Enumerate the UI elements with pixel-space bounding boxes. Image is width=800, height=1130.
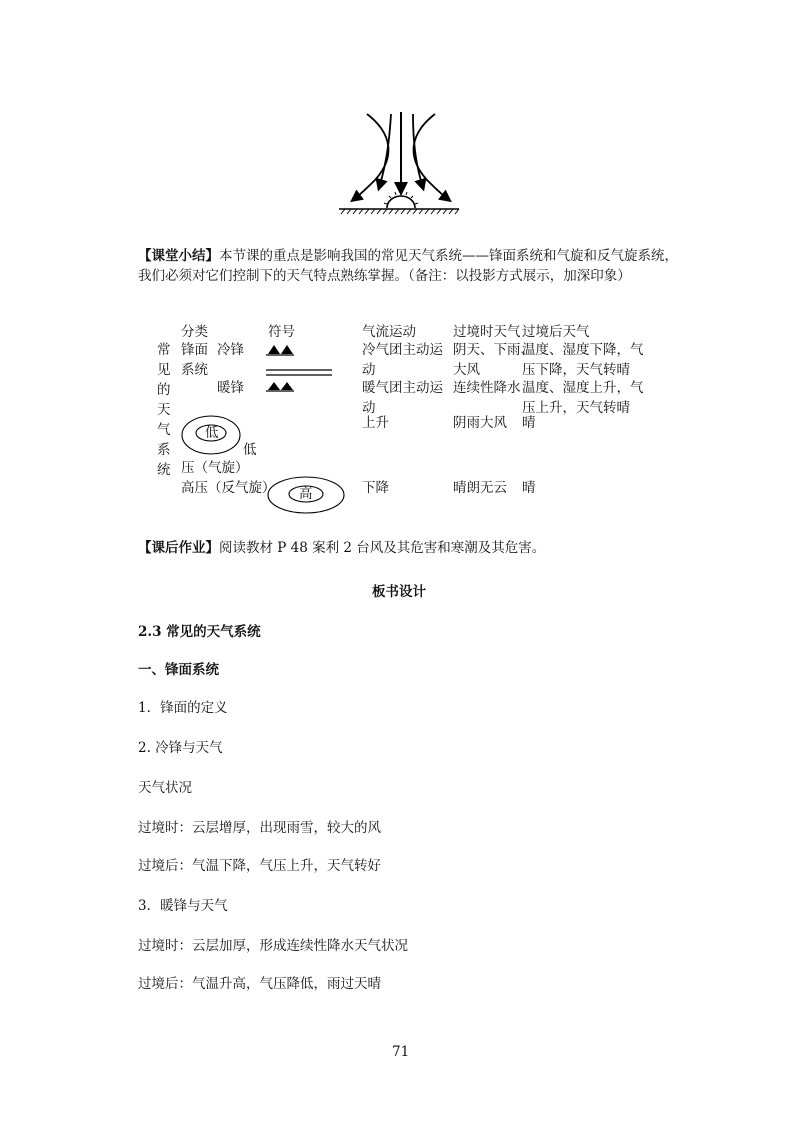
summary-text: 本节课的重点是影响我国的常见天气系统——锋面系统和气旋和反气旋系统，我们必须对它们控制下的天气特点熟练掌握。（备注：以投影方式展示，加深印象） (138, 248, 678, 284)
warm-front-during: 连续性降水 (453, 380, 521, 396)
board-item-warm-front-weather: 3．暖锋与天气 (138, 898, 228, 914)
board-item-cold-after: 过境后：气温下降，气压上升，天气转好 (138, 858, 381, 874)
cold-front-during-2: 大风 (453, 362, 480, 378)
cold-front-motion-1: 冷气团主动运 (362, 342, 443, 358)
warm-front-after-2: 压上升，天气转晴 (522, 400, 630, 416)
board-item-cold-during: 过境时：云层增厚，出现雨雪，较大的风 (138, 820, 381, 836)
warm-front-name: 暖锋 (217, 380, 244, 396)
high-pressure-symbol-text: 高 (299, 486, 313, 502)
low-pressure-symbol-text: 低 (205, 425, 219, 441)
low-pressure-label-1: 低 (243, 442, 257, 458)
front-system-label-1: 锋面 (181, 342, 208, 358)
sun-dome (387, 196, 415, 208)
warm-front-motion-1: 暖气团主动运 (362, 380, 443, 396)
table-header-after: 过境后天气 (522, 324, 590, 340)
low-pressure-label-2: 压（气旋） (181, 460, 249, 476)
high-pressure-motion: 下降 (362, 480, 389, 496)
low-pressure-during: 阴雨大风 (453, 415, 507, 431)
high-pressure-after: 晴 (522, 480, 536, 496)
homework-paragraph (138, 538, 678, 558)
cold-front-during-1: 阴天、下雨、 (453, 342, 534, 358)
low-pressure-after: 晴 (522, 415, 536, 431)
warm-front-motion-2: 动 (362, 400, 376, 416)
board-subheading-front-system: 一、锋面系统 (138, 662, 219, 678)
high-pressure-label: 高压（反气旋） (181, 480, 276, 496)
airflow-diagram (335, 108, 465, 223)
board-item-warm-during: 过境时：云层加厚，形成连续性降水天气状况 (138, 938, 408, 954)
cold-front-after-2: 压下降，天气转晴 (522, 362, 630, 378)
table-header-during: 过境时天气 (453, 324, 521, 340)
table-header-motion: 气流运动 (362, 324, 416, 340)
board-section-heading: 2.3 常见的天气系统 (138, 624, 261, 640)
summary-paragraph (138, 246, 678, 286)
airflow-arrow-left-outer (353, 114, 388, 200)
front-system-label-2: 系统 (181, 362, 208, 378)
cold-front-after-1: 温度、湿度下降，气 (522, 342, 644, 358)
airflow-arrow-right-inner (413, 114, 423, 188)
homework-text: 阅读教材 P 48 案利 2 台风及其危害和寒潮及其危害。 (219, 540, 546, 556)
warm-front-symbol (266, 379, 334, 395)
table-row-label-vertical: 常 见 的 天 气 系 统 (157, 342, 171, 478)
front-double-line-symbol (266, 368, 334, 378)
summary-label: 【课堂小结】 (138, 248, 219, 264)
airflow-arrow-right-outer (414, 114, 449, 200)
table-header-category: 分类 (181, 324, 208, 340)
high-pressure-during: 晴朗无云 (453, 480, 507, 496)
homework-label: 【课后作业】 (138, 540, 219, 556)
page-number: 71 (392, 1044, 410, 1060)
board-item-warm-after: 过境后：气温升高，气压降低，雨过天晴 (138, 976, 381, 992)
table-header-symbol: 符号 (268, 324, 295, 340)
low-pressure-motion: 上升 (362, 415, 389, 431)
board-title: 板书设计 (372, 584, 426, 600)
board-item-weather-condition: 天气状况 (138, 780, 192, 796)
cold-front-motion-2: 动 (362, 362, 376, 378)
warm-front-after-1: 温度、湿度上升，气 (522, 380, 644, 396)
board-item-cold-front-weather: 2. 冷锋与天气 (138, 740, 223, 756)
cold-front-symbol (266, 343, 334, 359)
board-item-front-definition: 1．锋面的定义 (138, 700, 228, 716)
cold-front-name: 冷锋 (217, 342, 244, 358)
